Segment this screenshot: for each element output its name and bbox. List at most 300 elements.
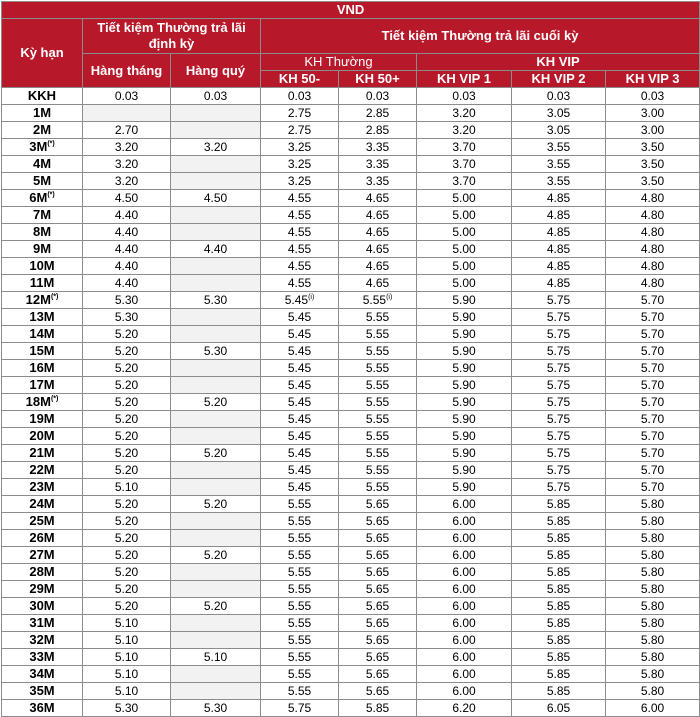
rate-value: 5.65	[365, 531, 390, 545]
kh50-minus-rate-cell	[261, 207, 339, 224]
vip3-rate-cell	[606, 190, 700, 207]
term-label: 10M	[29, 258, 55, 273]
rate-value: 5.80	[640, 582, 665, 596]
kh50-minus-rate-cell	[261, 122, 339, 139]
vip2-rate-cell	[512, 173, 606, 190]
rate-value: 3.70	[452, 140, 476, 154]
rate-value: 5.20	[114, 548, 139, 562]
vip1-rate-cell	[417, 394, 512, 411]
rate-value: 5.75	[546, 344, 571, 358]
rate-value: 4.65	[365, 225, 390, 239]
term-label: 2M	[32, 122, 52, 137]
rate-value: 5.65	[365, 497, 390, 511]
vip3-rate-cell	[606, 241, 700, 258]
monthly-rate-cell	[83, 564, 171, 581]
rate-value: 4.65	[365, 276, 390, 290]
vip1-rate-cell	[417, 428, 512, 445]
rate-value: 2.85	[365, 106, 390, 120]
kh50-plus-rate-cell	[339, 326, 417, 343]
term-cell	[2, 445, 83, 462]
term-label: 1M	[32, 105, 52, 120]
kh50-plus-rate-cell	[339, 649, 417, 666]
table-row	[2, 275, 700, 292]
vip1-header: KH VIP 1	[417, 71, 512, 88]
kh50-minus-rate-cell	[261, 615, 339, 632]
term-label: KKH	[27, 88, 57, 103]
quarterly-rate-cell	[171, 700, 261, 717]
kh50-minus-rate-cell	[261, 241, 339, 258]
quarterly-rate-cell	[171, 326, 261, 343]
rate-value: 6.20	[452, 701, 476, 715]
vip3-rate-cell	[606, 258, 700, 275]
rate-value: 5.45	[287, 446, 312, 460]
kh50-minus-rate-cell	[261, 377, 339, 394]
vip3-rate-cell	[606, 496, 700, 513]
vip3-rate-cell	[606, 173, 700, 190]
kh50-plus-rate-cell	[339, 394, 417, 411]
rate-value: 0.03	[114, 89, 139, 103]
rate-value: 6.00	[452, 514, 476, 528]
kh50-plus-rate-cell	[339, 632, 417, 649]
rate-value: 4.50	[203, 191, 228, 205]
rate-value: 4.40	[114, 242, 139, 256]
monthly-rate-cell	[83, 445, 171, 462]
vip1-rate-cell	[417, 207, 512, 224]
rate-value: 3.70	[452, 157, 476, 171]
rate-value: 3.70	[452, 174, 476, 188]
rate-value: 5.75	[546, 463, 571, 477]
vip2-rate-cell	[512, 156, 606, 173]
rate-value: 4.80	[640, 259, 665, 273]
term-cell	[2, 377, 83, 394]
table-row	[2, 241, 700, 258]
rate-value: 5.85	[546, 599, 571, 613]
rate-rows	[2, 88, 700, 717]
kh50-plus-rate-cell	[339, 190, 417, 207]
quarterly-rate-cell	[171, 564, 261, 581]
kh50-minus-rate-cell	[261, 547, 339, 564]
rate-value: 5.90	[452, 361, 476, 375]
vip3-rate-cell	[606, 326, 700, 343]
rate-value: 3.25	[287, 174, 312, 188]
term-label: 30M	[29, 598, 55, 613]
rate-value: 5.55	[365, 480, 390, 494]
term-cell	[2, 683, 83, 700]
rate-value: 5.20	[114, 514, 139, 528]
vip3-rate-cell	[606, 632, 700, 649]
vip2-rate-cell	[512, 700, 606, 717]
vip3-rate-cell	[606, 513, 700, 530]
vip1-rate-cell	[417, 700, 512, 717]
kh50-plus-rate-cell	[339, 122, 417, 139]
rate-value: 5.55	[287, 514, 312, 528]
quarterly-rate-cell	[171, 547, 261, 564]
monthly-rate-cell	[83, 241, 171, 258]
monthly-rate-cell	[83, 105, 171, 122]
rate-value: 5.20	[203, 548, 228, 562]
rate-value: 5.90	[452, 395, 476, 409]
rate-value: 3.50	[640, 174, 665, 188]
table-row	[2, 326, 700, 343]
vip2-rate-cell	[512, 190, 606, 207]
monthly-rate-cell	[83, 581, 171, 598]
table-row	[2, 479, 700, 496]
kh50-plus-rate-cell	[339, 139, 417, 156]
rate-value: 5.85	[546, 514, 571, 528]
rate-value: 5.20	[203, 446, 228, 460]
kh50-plus-rate-cell	[339, 700, 417, 717]
term-cell	[2, 411, 83, 428]
table-row	[2, 411, 700, 428]
vip1-rate-cell	[417, 156, 512, 173]
rate-value: 4.85	[546, 259, 571, 273]
rate-value: 3.25	[287, 157, 312, 171]
rate-value: 5.80	[640, 514, 665, 528]
rate-value: 5.65	[365, 684, 390, 698]
vip2-rate-cell	[512, 292, 606, 309]
vip2-rate-cell	[512, 394, 606, 411]
rate-value: 5.45	[287, 344, 312, 358]
rate-value: 5.55	[287, 633, 312, 647]
rate-value: 5.90	[452, 463, 476, 477]
rate-value: 5.65	[365, 565, 390, 579]
kh50-minus-rate-cell	[261, 105, 339, 122]
vip3-rate-cell	[606, 598, 700, 615]
rate-value: 6.00	[452, 599, 476, 613]
vip1-rate-cell	[417, 241, 512, 258]
rate-value: 5.45	[287, 395, 312, 409]
rate-value: 5.20	[114, 378, 139, 392]
vip1-rate-cell	[417, 530, 512, 547]
monthly-rate-cell	[83, 258, 171, 275]
rate-value: 5.80	[640, 667, 665, 681]
quarterly-rate-cell	[171, 173, 261, 190]
quarterly-rate-cell	[171, 649, 261, 666]
vip2-rate-cell	[512, 615, 606, 632]
term-label: 26M	[29, 530, 55, 545]
term-cell	[2, 615, 83, 632]
quarterly-rate-cell	[171, 241, 261, 258]
rate-value: 5.20	[114, 446, 139, 460]
rate-value: 5.70	[640, 429, 665, 443]
rate-value: 5.75	[546, 395, 571, 409]
monthly-rate-cell	[83, 292, 171, 309]
monthly-rate-cell	[83, 547, 171, 564]
kh50-minus-rate-cell	[261, 581, 339, 598]
table-row	[2, 564, 700, 581]
vip1-rate-cell	[417, 581, 512, 598]
term-label: 19M	[29, 411, 55, 426]
vip1-rate-cell	[417, 343, 512, 360]
rate-value: 5.70	[640, 446, 665, 460]
rate-value: 5.85	[546, 548, 571, 562]
vip1-rate-cell	[417, 360, 512, 377]
rate-value: 4.80	[640, 276, 665, 290]
rate-value: 6.00	[452, 531, 476, 545]
table-row	[2, 632, 700, 649]
rate-value: 3.55	[546, 157, 571, 171]
rate-value: 5.00	[452, 191, 476, 205]
term-cell	[2, 479, 83, 496]
rate-value: 5.90	[452, 446, 476, 460]
quarterly-rate-cell	[171, 105, 261, 122]
term-cell	[2, 275, 83, 292]
kh50-plus-rate-cell	[339, 88, 417, 105]
rate-value: 5.10	[114, 667, 139, 681]
kh50-plus-rate-cell	[339, 547, 417, 564]
rate-value: 5.55	[365, 429, 390, 443]
vip3-rate-cell	[606, 377, 700, 394]
rate-value: 4.65	[365, 191, 390, 205]
quarterly-rate-cell	[171, 258, 261, 275]
rate-value: 5.80	[640, 599, 665, 613]
rate-value: 5.65	[365, 616, 390, 630]
rate-value: 5.30	[114, 293, 139, 307]
rate-value: 5.55	[287, 599, 312, 613]
term-cell	[2, 530, 83, 547]
rate-value: 5.55	[287, 667, 312, 681]
kh50-plus-rate-cell	[339, 581, 417, 598]
rate-value: 4.65	[365, 242, 390, 256]
rate-value: 4.65	[365, 259, 390, 273]
rate-value: 4.85	[546, 276, 571, 290]
vip2-rate-cell	[512, 496, 606, 513]
kh50-plus-rate-cell	[339, 411, 417, 428]
rate-value: 5.20	[203, 395, 228, 409]
term-label: 4M	[32, 156, 52, 171]
kh50-plus-rate-cell	[339, 683, 417, 700]
vip2-rate-cell	[512, 309, 606, 326]
vip2-rate-cell	[512, 513, 606, 530]
rate-value: 3.00	[640, 123, 665, 137]
rate-value: 5.65	[365, 548, 390, 562]
rate-value: 5.45	[287, 310, 312, 324]
rate-value: 5.55	[365, 361, 390, 375]
rate-value: 6.00	[452, 616, 476, 630]
rate-value: 5.55	[365, 327, 390, 341]
regular-customer-header: KH Thường	[261, 54, 417, 71]
rate-value: 5.85	[546, 616, 571, 630]
kh50-plus-rate-cell	[339, 479, 417, 496]
table-row	[2, 156, 700, 173]
vip2-rate-cell	[512, 377, 606, 394]
quarterly-rate-cell	[171, 224, 261, 241]
rate-value: 0.03	[640, 89, 665, 103]
rate-value: 5.70	[640, 361, 665, 375]
term-label: 15M	[29, 343, 55, 358]
monthly-rate-cell	[83, 462, 171, 479]
kh50-minus-rate-cell	[261, 462, 339, 479]
vip3-rate-cell	[606, 343, 700, 360]
kh50-plus-rate-cell	[339, 666, 417, 683]
rate-value: 5.55	[287, 497, 312, 511]
table-row	[2, 173, 700, 190]
vip1-rate-cell	[417, 547, 512, 564]
monthly-rate-cell	[83, 224, 171, 241]
rate-value: 4.40	[114, 208, 139, 222]
rate-value: 3.20	[452, 106, 476, 120]
rate-value: 5.90	[452, 480, 476, 494]
rate-value: 5.90	[452, 327, 476, 341]
rate-value: 5.75	[546, 446, 571, 460]
rate-value: 4.55	[287, 225, 312, 239]
term-label: 6M	[29, 190, 48, 205]
term-cell	[2, 649, 83, 666]
term-cell	[2, 105, 83, 122]
vip2-rate-cell	[512, 275, 606, 292]
rate-value: 5.55	[365, 395, 390, 409]
rate-value: 6.00	[452, 667, 476, 681]
rate-value: 5.45	[287, 463, 312, 477]
rate-value: 5.10	[203, 650, 228, 664]
kh50-minus-rate-cell	[261, 343, 339, 360]
table-row	[2, 343, 700, 360]
rate-value: 5.85	[546, 497, 571, 511]
kh50-plus-rate-cell	[339, 207, 417, 224]
table-row	[2, 513, 700, 530]
term-label: 28M	[29, 564, 55, 579]
kh50-plus-rate-cell	[339, 343, 417, 360]
term-cell	[2, 258, 83, 275]
table-row	[2, 258, 700, 275]
kh50-minus-rate-cell	[261, 224, 339, 241]
rate-value: 4.85	[546, 242, 571, 256]
table-row	[2, 547, 700, 564]
vip2-rate-cell	[512, 683, 606, 700]
quarterly-rate-cell	[171, 190, 261, 207]
kh50-minus-rate-cell	[261, 360, 339, 377]
vip3-rate-cell	[606, 547, 700, 564]
kh50-plus-rate-cell	[339, 241, 417, 258]
rate-value: 5.10	[114, 616, 139, 630]
rate-value: 5.70	[640, 327, 665, 341]
rate-value: 5.55	[365, 446, 390, 460]
rate-value: 5.45	[287, 361, 312, 375]
rate-value: 4.55	[287, 242, 312, 256]
term-cell	[2, 326, 83, 343]
vip2-rate-cell	[512, 428, 606, 445]
vip2-rate-cell	[512, 241, 606, 258]
monthly-rate-cell	[83, 428, 171, 445]
term-cell	[2, 564, 83, 581]
table-row	[2, 190, 700, 207]
kh50-plus-header: KH 50+	[339, 71, 417, 88]
rate-value: 5.20	[114, 429, 139, 443]
rate-value: 5.85	[546, 565, 571, 579]
kh50-minus-rate-cell	[261, 139, 339, 156]
vip3-rate-cell	[606, 615, 700, 632]
kh50-minus-rate-cell	[261, 530, 339, 547]
monthly-rate-cell	[83, 394, 171, 411]
quarterly-rate-cell	[171, 139, 261, 156]
monthly-rate-cell	[83, 649, 171, 666]
table-row	[2, 224, 700, 241]
vip3-rate-cell	[606, 411, 700, 428]
term-label: 20M	[29, 428, 55, 443]
rate-value: 5.20	[114, 344, 139, 358]
kh50-minus-rate-cell	[261, 156, 339, 173]
rate-value: 2.70	[114, 123, 139, 137]
vip2-rate-cell	[512, 224, 606, 241]
table-row	[2, 530, 700, 547]
rate-value: 5.20	[114, 565, 139, 579]
vip1-rate-cell	[417, 258, 512, 275]
term-cell	[2, 666, 83, 683]
rate-value: 5.20	[114, 582, 139, 596]
rate-value: 5.65	[365, 582, 390, 596]
quarterly-rate-cell	[171, 513, 261, 530]
table-row	[2, 683, 700, 700]
vip3-rate-cell	[606, 428, 700, 445]
rate-value: 5.10	[114, 684, 139, 698]
rate-value: 3.20	[203, 140, 228, 154]
kh50-minus-rate-cell	[261, 700, 339, 717]
rate-value: 5.75	[546, 327, 571, 341]
rate-value: 5.20	[114, 463, 139, 477]
rate-value: 6.05	[546, 701, 571, 715]
monthly-rate-cell	[83, 207, 171, 224]
vip2-rate-cell	[512, 598, 606, 615]
vip3-rate-cell	[606, 394, 700, 411]
monthly-rate-cell	[83, 666, 171, 683]
table-row	[2, 496, 700, 513]
vip2-rate-cell	[512, 360, 606, 377]
table-row	[2, 428, 700, 445]
vip2-rate-cell	[512, 207, 606, 224]
vip1-rate-cell	[417, 649, 512, 666]
term-cell	[2, 462, 83, 479]
vip3-header: KH VIP 3	[606, 71, 700, 88]
vip1-rate-cell	[417, 122, 512, 139]
quarterly-rate-cell	[171, 88, 261, 105]
kh50-minus-rate-cell	[261, 666, 339, 683]
term-label: 36M	[29, 700, 55, 715]
table-row	[2, 88, 700, 105]
rate-value: 5.90	[452, 378, 476, 392]
rate-value: 4.55	[287, 259, 312, 273]
rate-value: 5.45	[287, 412, 312, 426]
rate-value: 4.55	[287, 208, 312, 222]
rate-value: 5.55	[365, 463, 390, 477]
rate-value: 4.65	[365, 208, 390, 222]
quarterly-rate-cell	[171, 394, 261, 411]
rate-value: 5.30	[203, 293, 228, 307]
rate-value: 5.75	[546, 429, 571, 443]
quarterly-rate-cell	[171, 411, 261, 428]
kh50-plus-rate-cell	[339, 615, 417, 632]
term-footnote-mark: (*)	[47, 191, 55, 199]
currency-header: VND	[2, 2, 700, 19]
table-row	[2, 105, 700, 122]
monthly-rate-cell	[83, 88, 171, 105]
vip1-rate-cell	[417, 479, 512, 496]
kh50-plus-rate-cell	[339, 530, 417, 547]
rate-value: 5.70	[640, 480, 665, 494]
table-row	[2, 445, 700, 462]
rate-value: 5.55	[287, 582, 312, 596]
table-row	[2, 309, 700, 326]
rate-value: 3.20	[452, 123, 476, 137]
rate-value: 5.80	[640, 531, 665, 545]
rate-value: 4.40	[114, 259, 139, 273]
quarterly-rate-cell	[171, 275, 261, 292]
monthly-rate-cell	[83, 343, 171, 360]
vip1-rate-cell	[417, 377, 512, 394]
quarterly-rate-cell	[171, 309, 261, 326]
rate-value: 0.03	[452, 89, 476, 103]
rate-value: 6.00	[452, 548, 476, 562]
rate-value: 5.85	[546, 633, 571, 647]
